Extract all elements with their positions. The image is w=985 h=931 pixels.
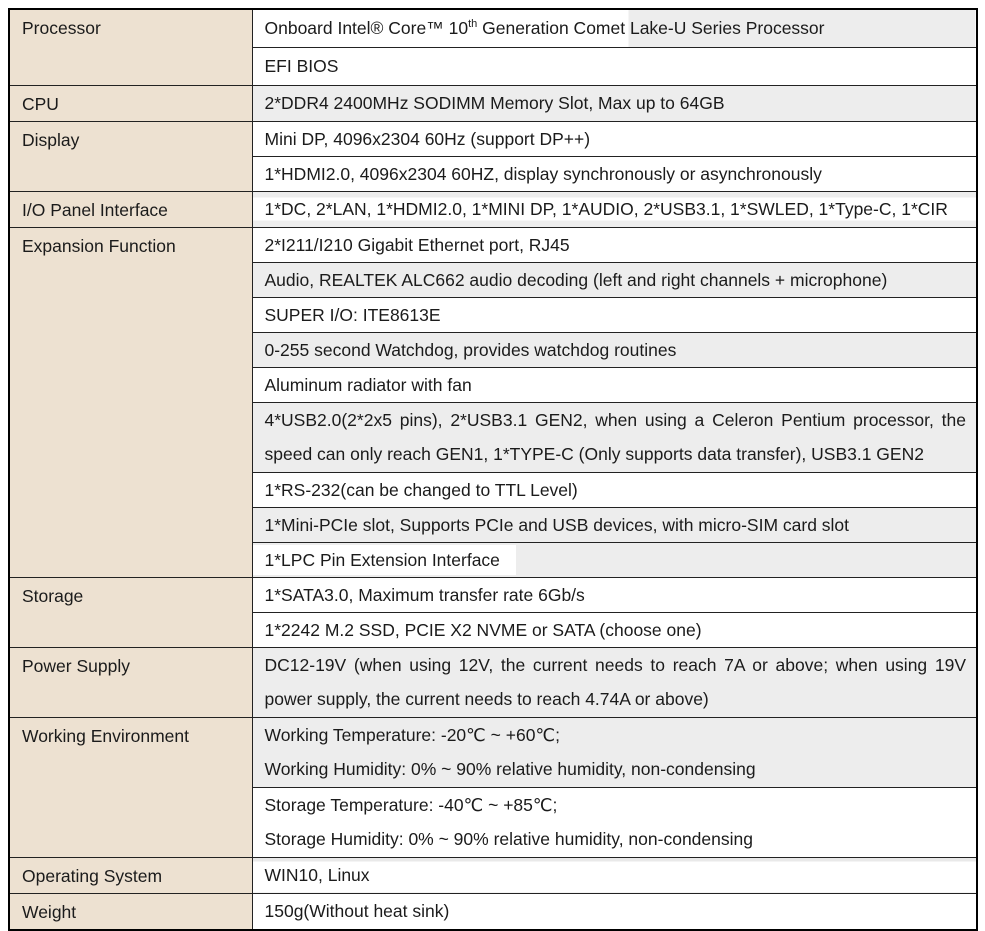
- spec-value: [252, 893, 977, 930]
- table-row: [9, 85, 977, 121]
- spec-value-line: 4*USB2.0(2*2x5 pins), 2*USB3.1 GEN2, when using a Celeron Pentium processor, the: [264, 410, 966, 430]
- spec-value: [252, 121, 977, 156]
- spec-value-line: 1*HDMI2.0, 4096x2304 60HZ, display synchronously or asynchronously: [264, 163, 822, 184]
- spec-value-line: [265, 11, 967, 45]
- table-row: [9, 121, 977, 156]
- spec-label-text: Processor: [22, 18, 101, 38]
- table-row: [9, 9, 977, 47]
- spec-label-i-o-panel-interface: [9, 191, 252, 227]
- spec-label-text: Expansion Function: [22, 235, 176, 256]
- spec-value-line: 1*RS-232(can be changed to TTL Level): [264, 479, 578, 500]
- spec-value-line: Working Humidity: 0% ~ 90% relative humidity, non-condensing: [264, 759, 756, 779]
- spec-value-line: 0-255 second Watchdog, provides watchdog routines: [264, 339, 677, 360]
- table-row: [9, 191, 977, 227]
- spec-value: [252, 47, 977, 85]
- spec-value-line: 150g(Without heat sink): [264, 901, 450, 921]
- spec-label-weight: [9, 893, 252, 930]
- spec-value: [252, 402, 977, 472]
- spec-value-line: Aluminum radiator with fan: [264, 374, 472, 395]
- spec-value: [252, 717, 977, 787]
- spec-label-operating-system: [9, 857, 252, 893]
- spec-value-line: 1*2242 M.2 SSD, PCIE X2 NVME or SATA (choose one): [264, 619, 702, 640]
- text-segment: Generation Comet Lake-U Series Processor: [477, 18, 825, 39]
- spec-value: [252, 297, 977, 332]
- spec-label-text: Display: [22, 129, 80, 150]
- highlighted-text: 1*LPC Pin Extension Interface: [265, 545, 516, 575]
- spec-value-line: power supply, the current needs to reach 4.74A or above): [264, 689, 709, 709]
- spec-value: [252, 857, 977, 893]
- spec-value: [252, 191, 977, 227]
- spec-value-line: Storage Temperature: -40℃ ~ +85℃;: [264, 795, 558, 815]
- spec-label-power-supply: [9, 647, 252, 717]
- spec-value-line: SUPER I/O: ITE8613E: [264, 304, 441, 325]
- spec-value: [252, 542, 977, 577]
- spec-value: [252, 647, 977, 717]
- table-row: [9, 227, 977, 262]
- table-row: [9, 857, 977, 893]
- spec-value: [252, 9, 977, 47]
- spec-value-line: DC12-19V (when using 12V, the current needs to reach 7A or above; when using 19V: [264, 655, 966, 675]
- spec-label-text: Power Supply: [22, 655, 130, 676]
- spec-value: [252, 85, 977, 121]
- spec-value: [252, 787, 977, 857]
- spec-value-line: 2*DDR4 2400MHz SODIMM Memory Slot, Max up to 64GB: [264, 93, 725, 113]
- spec-label-text: Working Environment: [22, 725, 189, 746]
- spec-value-line: Storage Humidity: 0% ~ 90% relative humidity, non-condensing: [264, 829, 753, 849]
- spec-value: [252, 367, 977, 402]
- spec-value: [252, 262, 977, 297]
- spec-label-storage: [9, 577, 252, 647]
- spec-value-line: 1*Mini-PCIe slot, Supports PCIe and USB devices, with micro-SIM card slot: [264, 514, 850, 535]
- spec-value: [252, 612, 977, 647]
- table-row: [9, 577, 977, 612]
- spec-label-text: I/O Panel Interface: [22, 199, 168, 220]
- spec-label-text: CPU: [22, 93, 59, 114]
- spec-value-line: Mini DP, 4096x2304 60Hz (support DP++): [264, 128, 591, 149]
- spec-label-text: Weight: [22, 901, 77, 922]
- spec-value-line: [265, 543, 967, 577]
- spec-value: [252, 332, 977, 367]
- superscript-text: th: [468, 18, 478, 31]
- spec-value-line: speed can only reach GEN1, 1*TYPE-C (Only supports data transfer), USB3.1 GEN2: [264, 444, 924, 464]
- spec-value: [252, 577, 977, 612]
- table-row: [9, 717, 977, 787]
- spec-value-line: Audio, REALTEK ALC662 audio decoding (left and right channels + microphone): [264, 269, 888, 290]
- table-row: [9, 647, 977, 717]
- text-segment: Onboard Intel® Core™ 10: [264, 18, 469, 39]
- spec-value: [252, 227, 977, 262]
- spec-value-line: 1*DC, 2*LAN, 1*HDMI2.0, 1*MINI DP, 1*AUDIO, 2*USB3.1, 1*SWLED, 1*Type-C, 1*CIR: [264, 199, 948, 219]
- spec-value-line: 2*I211/I210 Gigabit Ethernet port, RJ45: [264, 234, 570, 255]
- spec-label-display: [9, 121, 252, 191]
- table-row: [9, 893, 977, 930]
- spec-label-processor: [9, 9, 252, 85]
- spec-value-line: 1*SATA3.0, Maximum transfer rate 6Gb/s: [264, 584, 585, 605]
- specification-table: [8, 8, 978, 931]
- spec-label-cpu: [9, 85, 252, 121]
- spec-label-text: Storage: [22, 585, 84, 606]
- spec-value: [252, 472, 977, 507]
- spec-value: [252, 156, 977, 191]
- spec-label-text: Operating System: [22, 865, 163, 886]
- spec-label-expansion-function: [9, 227, 252, 577]
- spec-label-working-environment: [9, 717, 252, 857]
- spec-value: [252, 507, 977, 542]
- spec-value-line: WIN10, Linux: [264, 865, 370, 885]
- spec-value-line: Working Temperature: -20℃ ~ +60℃;: [264, 725, 560, 745]
- spec-value-line: EFI BIOS: [264, 56, 339, 76]
